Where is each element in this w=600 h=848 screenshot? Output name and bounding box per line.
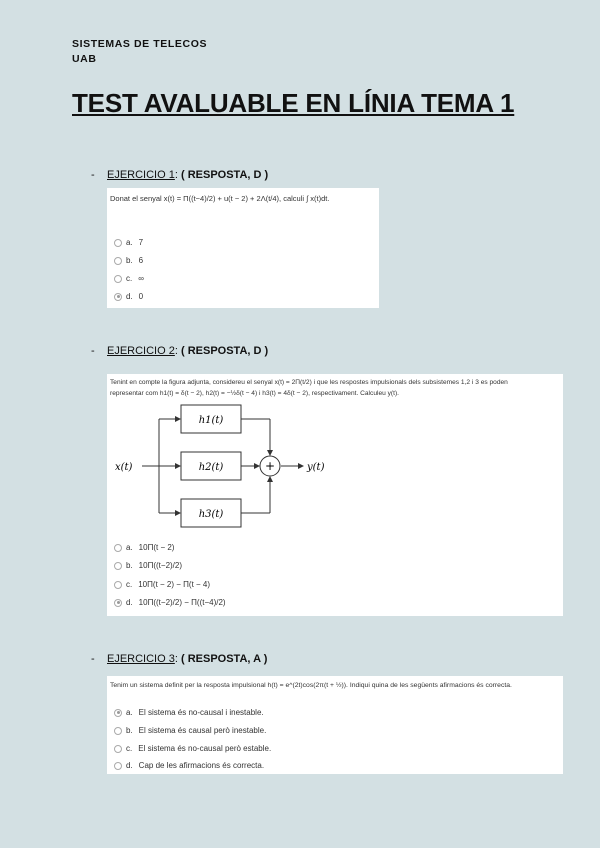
radio-button[interactable] — [114, 544, 122, 552]
sum-symbol: + — [264, 459, 276, 473]
question-text: Tenim un sistema definit per la resposta impulsional h(t) = e^(2t)cos(2π(t + ½)). Indiqui quina de les següents afirmacions és correcta. — [110, 682, 512, 689]
option-a[interactable]: a. 10Π(t − 2) — [114, 543, 174, 552]
option-c[interactable]: c. ∞ — [114, 274, 144, 283]
answer-text: ( RESPOSTA, A ) — [180, 653, 268, 665]
option-c[interactable]: c. El sistema és no-causal però estable. — [114, 744, 271, 753]
exercise-1-heading: - EJERCICIO 1: ( RESPOSTA, D ) — [91, 169, 269, 181]
input-label: x(t) — [115, 462, 133, 473]
radio-button[interactable] — [114, 599, 122, 607]
exercise-1-card — [107, 188, 379, 308]
question-text-line1: Tenint en compte la figura adjunta, considereu el senyal x(t) = 2Π(t/2) i que les respostes impulsionals dels subsistemes 1,2 i 3 es poden — [110, 379, 508, 386]
radio-button[interactable] — [114, 709, 122, 717]
radio-button[interactable] — [114, 745, 122, 753]
option-c[interactable]: c. 10Π(t − 2) − Π(t − 4) — [114, 580, 210, 589]
radio-button[interactable] — [114, 257, 122, 265]
radio-button[interactable] — [114, 727, 122, 735]
answer-text: ( RESPOSTA, D ) — [180, 169, 269, 181]
course-name: SISTEMAS DE TELECOS — [72, 38, 208, 50]
option-d[interactable]: d. 0 — [114, 292, 143, 301]
output-label: y(t) — [307, 462, 325, 473]
answer-text: ( RESPOSTA, D ) — [180, 345, 269, 357]
document-header — [72, 37, 207, 67]
option-d[interactable]: d. Cap de les afirmacions és correcta. — [114, 761, 264, 770]
radio-button[interactable] — [114, 275, 122, 283]
option-a[interactable]: a. 7 — [114, 238, 143, 247]
question-text-line2: representar com h1(t) = δ(t − 2), h2(t) = −½δ(t − 4) i h3(t) = 4δ(t − 2), respectivament. Calculeu y(t). — [110, 390, 399, 397]
exercise-3-card — [107, 676, 563, 774]
institution: UAB — [72, 53, 97, 65]
radio-button[interactable] — [114, 239, 122, 247]
question-text: Donat el senyal x(t) = Π((t−4)/2) + u(t − 2) + 2Λ(t/4), calculi ∫ x(t)dt. — [110, 194, 330, 203]
option-d[interactable]: d. 10Π((t−2)/2) − Π((t−4)/2) — [114, 598, 226, 607]
block-diagram — [107, 402, 347, 532]
block-h1-label: h1(t) — [198, 415, 224, 426]
radio-button[interactable] — [114, 293, 122, 301]
exercise-2-heading: - EJERCICIO 2: ( RESPOSTA, D ) — [91, 345, 269, 357]
radio-button[interactable] — [114, 762, 122, 770]
radio-button[interactable] — [114, 562, 122, 570]
option-b[interactable]: b. 10Π((t−2)/2) — [114, 561, 182, 570]
radio-button[interactable] — [114, 581, 122, 589]
block-h3-label: h3(t) — [198, 509, 224, 520]
option-b[interactable]: b. El sistema és causal però inestable. — [114, 726, 266, 735]
exercise-label: EJERCICIO 3 — [107, 653, 175, 665]
exercise-3-heading: - EJERCICIO 3: ( RESPOSTA, A ) — [91, 653, 268, 665]
exercise-2-card — [107, 374, 563, 616]
page-title: TEST AVALUABLE EN LÍNIA TEMA 1 — [72, 88, 515, 118]
exercise-label: EJERCICIO 1 — [107, 169, 175, 181]
option-b[interactable]: b. 6 — [114, 256, 143, 265]
block-h2-label: h2(t) — [198, 462, 224, 473]
option-a[interactable]: a. El sistema és no-causal i inestable. — [114, 708, 264, 717]
exercise-label: EJERCICIO 2 — [107, 345, 175, 357]
